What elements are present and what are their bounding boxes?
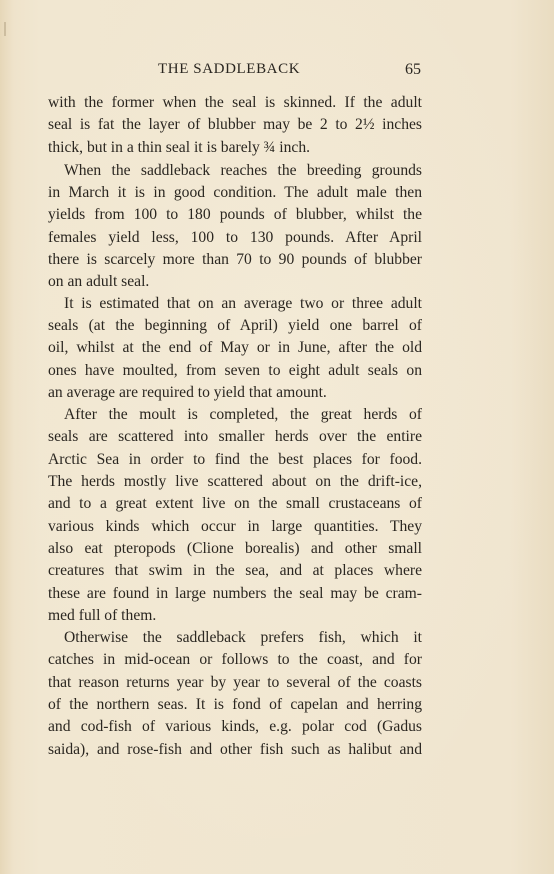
text-line: The herds mostly live scattered about on the drift-ice,	[48, 473, 422, 491]
text-line-with-species: saida), and rose-fish and other fish such as halibut and	[48, 740, 422, 758]
text-line: yields from 100 to 180 pounds of blubber, whilst the	[48, 206, 422, 224]
text-line-with-species: also eat pteropods (Clione borealis) and other small	[48, 539, 422, 557]
text-line: an average are required to yield that amount.	[48, 383, 327, 401]
text-line: seals (at the beginning of April) yield one barrel of	[48, 316, 422, 334]
binding-mark	[4, 22, 6, 36]
text-line: Arctic Sea in order to find the best places for food.	[48, 450, 422, 468]
text-line: seals are scattered into smaller herds over the entire	[48, 428, 422, 446]
text-line: thick, but in a thin seal it is barely ¾ inch.	[48, 138, 311, 156]
text-line-with-species: and cod-fish of various kinds, e.g. polar cod (Gadus	[48, 718, 422, 736]
text-line: ones have moulted, from seven to eight adult seals on	[48, 361, 422, 379]
page-number: 65	[405, 61, 421, 78]
text-line: in March it is in good condition. The adult male then	[48, 184, 422, 202]
text-line: creatures that swim in the sea, and at places where	[48, 562, 422, 580]
text-line: oil, whilst at the end of May or in June, after the old	[48, 339, 422, 357]
text-line: these are found in large numbers the seal may be cram-	[48, 584, 422, 602]
text-line: and to a great extent live on the small crustaceans of	[48, 495, 422, 513]
text-line: of the northern seas. It is fond of capelan and herring	[48, 696, 422, 714]
text-line: there is scarcely more than 70 to 90 pounds of blubber	[48, 251, 422, 269]
paragraph-first-line: Otherwise the saddleback prefers fish, which it	[64, 629, 422, 647]
text-line: catches in mid-ocean or follows to the coast, and for	[48, 651, 422, 669]
text-line: that reason returns year by year to several of the coasts	[48, 673, 422, 691]
paragraph-first-line: It is estimated that on an average two or three adult	[64, 294, 422, 312]
text-line: with the former when the seal is skinned. If the adult	[48, 94, 422, 111]
text-line: on an adult seal.	[48, 273, 150, 291]
text-line: seal is fat the layer of blubber may be 2 to 2½ inches	[48, 116, 422, 134]
paragraph-first-line: When the saddleback reaches the breeding grounds	[64, 161, 422, 179]
text-line: med full of them.	[48, 606, 157, 624]
body-text	[48, 89, 422, 758]
text-line: females yield less, 100 to 130 pounds. After April	[48, 228, 422, 246]
text-line: various kinds which occur in large quantities. They	[48, 517, 422, 535]
paragraph-first-line: After the moult is completed, the great herds of	[64, 406, 422, 424]
running-header	[48, 61, 422, 81]
running-title: THE SADDLEBACK	[158, 61, 301, 77]
